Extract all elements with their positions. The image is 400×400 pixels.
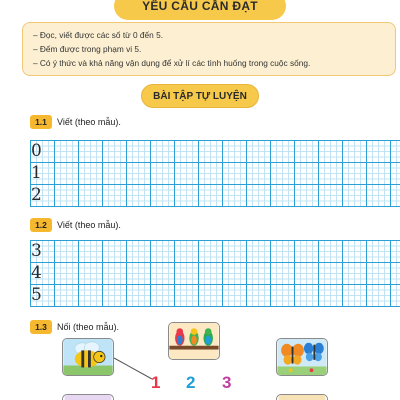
exercise-instruction-1-1: Viết (theo mẫu). (57, 117, 121, 127)
number-1[interactable]: 1 (151, 373, 161, 392)
exercises-title: BÀI TẬP TỰ LUYỆN (141, 84, 259, 108)
requirement-item: – Có ý thức và khả năng vận dụng để xử lí các tình huống trong cuộc sống. (33, 58, 311, 68)
sample-digit: 3 (31, 241, 42, 261)
exercise-badge-1-2: 1.2 (30, 218, 52, 232)
sample-digit: 5 (31, 285, 42, 305)
exercise-badge-1-3: 1.3 (30, 320, 52, 334)
sample-digit: 2 (31, 185, 42, 205)
sample-digit: 0 (31, 141, 42, 161)
exercise-instruction-1-3: Nối (theo mẫu). (57, 322, 120, 332)
exercise-badge-1-1: 1.1 (30, 115, 52, 129)
requirements-title: YÊU CẦU CẦN ĐẠT (114, 0, 286, 20)
requirement-item: – Đếm được trong phạm vi 5. (33, 44, 142, 54)
number-3[interactable]: 3 (222, 373, 232, 392)
exercise-instruction-1-2: Viết (theo mẫu). (57, 220, 121, 230)
sample-digit: 1 (31, 163, 42, 183)
requirement-item: – Đọc, viết được các số từ 0 đến 5. (33, 30, 163, 40)
sample-digit: 4 (31, 263, 42, 283)
number-2[interactable]: 2 (186, 373, 196, 392)
